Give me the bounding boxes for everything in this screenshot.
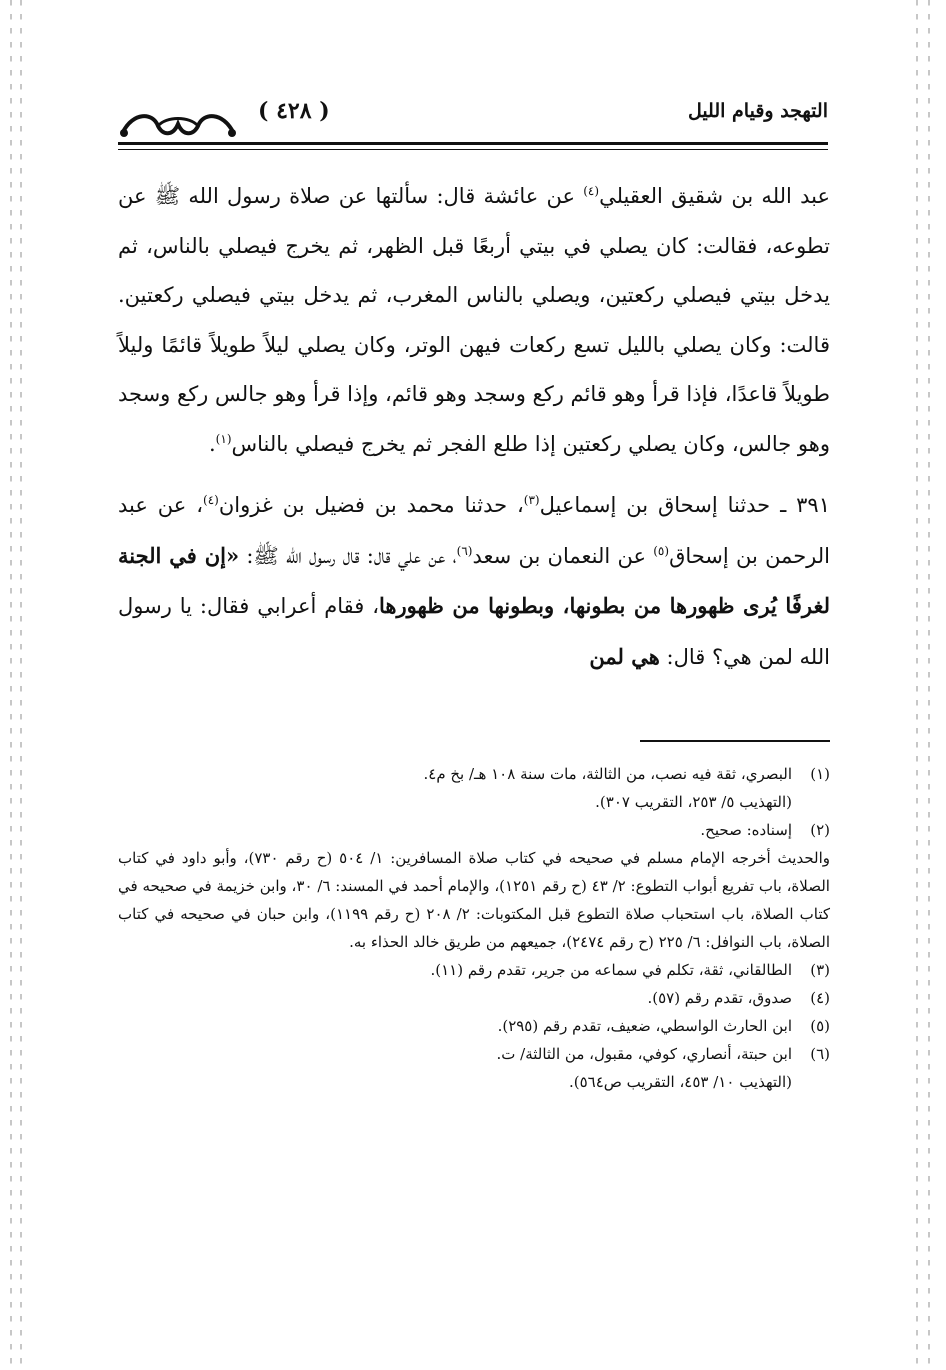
footnote-number: (٥) (810, 1017, 830, 1035)
footnote-line: (التهذيب ١٠/ ٤٥٣، التقريب ص٥٦٤). (568, 1073, 792, 1091)
footnote-ref: (٤) (203, 493, 219, 507)
footnote-ref: (٣) (523, 493, 540, 507)
text-run: ، عن عبد الرحمن بن إسحاق (118, 493, 831, 568)
running-title: التهجد وقيام الليل (687, 100, 828, 122)
header-rule-thin (118, 149, 828, 150)
text-run: ، فقام أعرابي فقال: يا رسول الله لمن هي؟ قال: (118, 594, 830, 669)
text-run: ، حدثنا محمد بن فضيل بن غزوان (218, 493, 524, 517)
footnote (118, 760, 830, 816)
footnote-line: ابن حبتة، أنصاري، كوفي، مقبول، من الثالثة/ ت. (496, 1045, 792, 1063)
paragraph-hadith-391 (118, 481, 830, 682)
footnote-line: الطالقاني، ثقة، تكلم في سماعه من جرير، تقدم رقم (١١). (430, 961, 792, 979)
footnote-number: (٦) (810, 1045, 830, 1063)
paragraph (118, 172, 830, 469)
footnote (118, 1040, 830, 1096)
footnote-line: والحديث أخرجه الإمام مسلم في صحيحه في كتاب صلاة المسافرين: ١/ ٥٠٤ (ح رقم ٧٣٠)، وأبو داود في كتاب الصلاة، باب تفريع أبواب التطوع: ٢/ ٤٣ (ح رقم ١٢٥١)، والإمام أحمد في المسند: ٦/ ٣٠، وابن خزيمة في صحيحه في كتاب الصلاة، باب استحباب صلاة التطوع قبل المكتوبات: ٢/ ٢٠٨ (ح رقم ١١٩٩)، وابن حبان في صحيحه في كتاب الصلاة، باب النوافل: ٦/ ٢٢٥ (ح رقم ٢٤٧٤)، جميعهم من طريق خالد الحذاء به. (118, 849, 830, 951)
hadith-text: هي لمن (589, 643, 660, 669)
text-run: ٣٩١ ـ حدثنا إسحاق بن إسماعيل (539, 493, 830, 517)
footnote-continuation (118, 844, 830, 956)
ornament-icon (118, 106, 238, 142)
text-run: عن النعمان بن سعد (472, 543, 654, 568)
main-text (118, 172, 830, 682)
footnote (118, 816, 830, 844)
footnotes (118, 760, 830, 1096)
footnote-line: ابن الحارث الواسطي، ضعيف، تقدم رقم (٢٩٥). (497, 1017, 792, 1035)
left-edge-guide-2 (20, 0, 22, 1370)
footnote-ref: (٤) (583, 184, 600, 198)
footnote-ref: (٥) (653, 543, 670, 558)
hadith-text: «إن في الجنة لغرفًا يُرى ظهورها من بطونها، وبطونها من ظهورها (118, 542, 830, 618)
right-edge-guide-2 (928, 0, 930, 1370)
page-number: ( ٤٢٨ ) (258, 98, 330, 124)
footnote-number: (٣) (810, 961, 830, 979)
footnote-separator (640, 740, 830, 742)
footnote-line: (التهذيب ٥/ ٢٥٣، التقريب ٣٠٧). (595, 793, 792, 811)
footnote (118, 984, 830, 1012)
text-run: . (208, 431, 216, 456)
text-run: عن عائشة قال: سألتها عن صلاة رسول الله ﷺ عن تطوعه، فقالت: كان يصلي في بيتي أربعًا قبل الظهر، ثم يخرج فيصلي بالناس، ثم يدخل بيتي فيصلي ركعتين، ويصلي بالناس المغرب، ثم يدخل بيتي فيصلي ركعتين. قالت: وكان يصلي بالليل تسع ركعات فيهن الوتر، وكان يصلي ليلاً طويلاً قائمًا وليلاً طويلاً قاعدًا، فإذا قرأ وهو قائم ركع وسجد وهو قائم، وإذا قرأ وهو جالس ركع وسجد وهو جالس، وكان يصلي ركعتين إذا طلع الفجر ثم يخرج فيصلي بالناس (118, 184, 830, 456)
footnote-line: البصري، ثقة فيه نصب، من الثالثة، مات سنة ١٠٨ هـ/ بخ م٤. (423, 765, 792, 783)
footnote (118, 956, 830, 984)
text-run: عبد الله بن شقيق العقيلي (599, 184, 831, 208)
left-edge-guide (10, 0, 12, 1370)
header-rule (118, 142, 828, 145)
right-edge-guide (916, 0, 918, 1370)
footnote-ref: (٦) (456, 543, 473, 558)
footnote-ref: (١) (215, 431, 232, 446)
footnote (118, 1012, 830, 1040)
footnote-number: (٢) (810, 821, 830, 839)
footnote-line: إسناده: صحيح. (700, 821, 792, 839)
footnote-number: (١) (810, 765, 830, 783)
footnote-line: صدوق، تقدم رقم (٥٧). (647, 989, 792, 1007)
footnote-number: (٤) (810, 989, 830, 1007)
running-header (118, 100, 828, 160)
text-run: ، عن علي قال: قال رسول الله ﷺ: (239, 543, 457, 568)
